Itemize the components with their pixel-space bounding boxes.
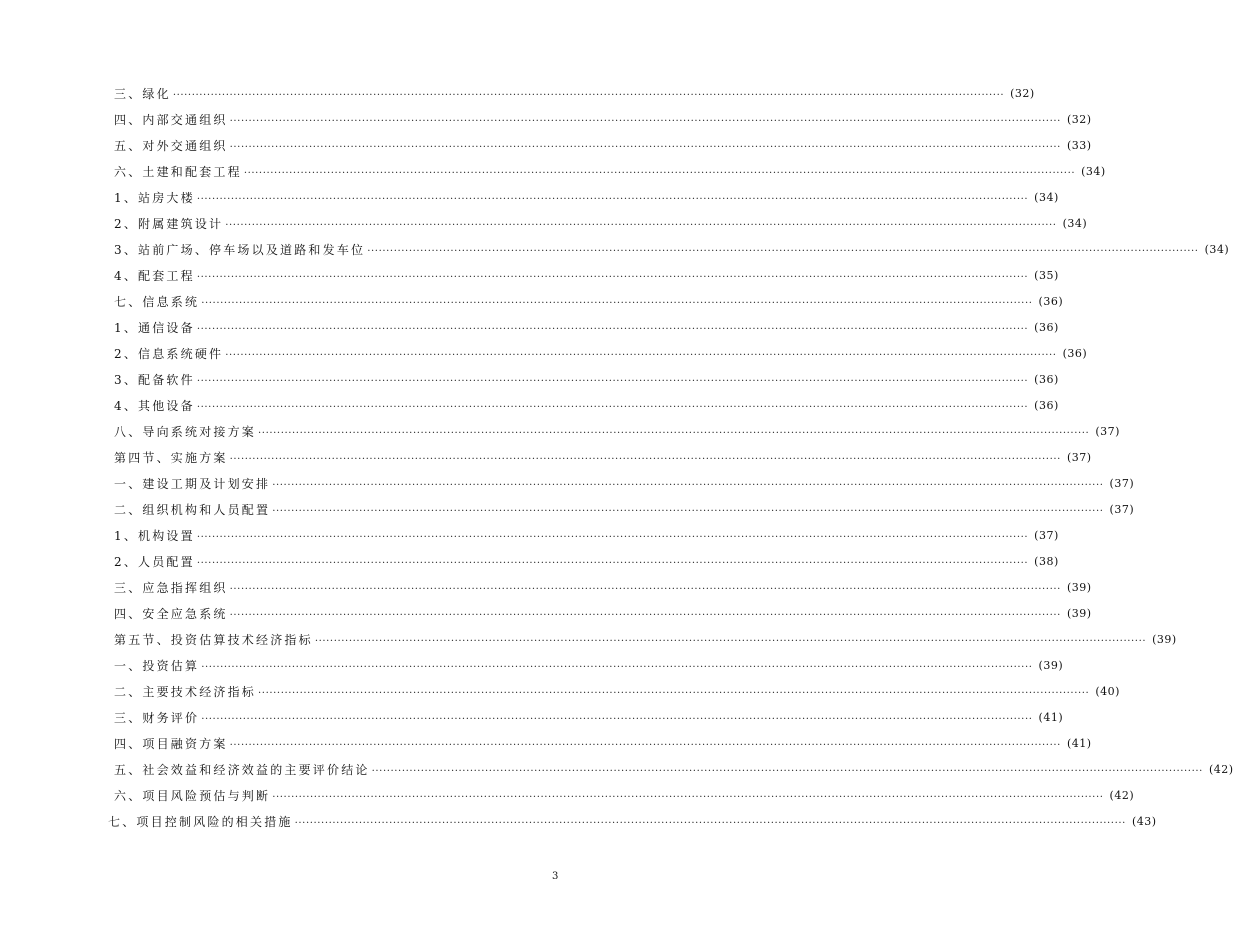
toc-entry-page: (38): [1034, 554, 1059, 568]
toc-entry-page: (34): [1204, 242, 1230, 256]
toc-leader-dots: ............................................................................................................................................................................................................................: [229, 581, 1061, 592]
toc-entry-label: 1、通信设备: [114, 320, 195, 335]
toc-entry-label: 2、信息系统硬件: [114, 346, 224, 361]
toc-entry-page: (34): [1081, 164, 1106, 178]
toc-entry-label: 五、社会效益和经济效益的主要评价结论: [114, 762, 370, 777]
toc-leader-dots: ............................................................................................................................................................................................................................: [229, 139, 1061, 150]
toc-entry-page: (42): [1109, 788, 1135, 802]
toc-entry-page: (39): [1152, 632, 1177, 646]
toc-entry[interactable]: [108, 811, 1157, 831]
toc-entry-page: (36): [1034, 398, 1059, 412]
toc-leader-dots: ............................................................................................................................................................................................................................: [367, 243, 1199, 254]
toc-entry[interactable]: [114, 707, 1064, 727]
toc-leader-dots: ............................................................................................................................................................................................................................: [258, 425, 1090, 436]
toc-leader-dots: ............................................................................................................................................................................................................................: [314, 633, 1147, 644]
toc-entry-page: (34): [1062, 216, 1088, 230]
toc-entry[interactable]: [114, 733, 1092, 753]
toc-leader-dots: ............................................................................................................................................................................................................................: [229, 113, 1061, 124]
toc-leader-dots: ............................................................................................................................................................................................................................: [243, 165, 1076, 176]
toc-entry-label: 六、土建和配套工程: [114, 164, 242, 179]
toc-entry[interactable]: [114, 239, 1230, 259]
toc-entry-page: (37): [1095, 424, 1120, 438]
toc-leader-dots: ............................................................................................................................................................................................................................: [196, 529, 1029, 540]
toc-entry-label: 2、附属建筑设计: [114, 216, 224, 231]
toc-entry-label: 四、安全应急系统: [114, 606, 228, 621]
toc-entry-label: 一、投资估算: [114, 658, 200, 673]
toc-entry-label: 2、人员配置: [114, 554, 195, 569]
toc-entry[interactable]: [114, 343, 1088, 363]
toc-leader-dots: ............................................................................................................................................................................................................................: [294, 815, 1126, 826]
toc-entry-page: (39): [1038, 658, 1064, 672]
toc-entry-label: 二、主要技术经济指标: [114, 684, 257, 699]
toc-entry[interactable]: [114, 655, 1064, 675]
toc-entry-label: 3、站前广场、停车场以及道路和发车位: [114, 242, 366, 257]
toc-entry-label: 七、信息系统: [114, 294, 200, 309]
toc-entry[interactable]: [114, 161, 1106, 181]
toc-entry-label: 第四节、实施方案: [114, 450, 228, 465]
toc-entry-page: (36): [1038, 294, 1064, 308]
toc-entry-page: (32): [1010, 86, 1035, 100]
toc-entry[interactable]: [114, 473, 1135, 493]
toc-entry-page: (37): [1034, 528, 1059, 542]
toc-entry-label: 三、绿化: [114, 86, 171, 101]
toc-entry-page: (39): [1066, 606, 1092, 620]
toc-entry-label: 四、内部交通组织: [114, 112, 228, 127]
toc-leader-dots: ............................................................................................................................................................................................................................: [229, 451, 1061, 462]
toc-entry-page: (37): [1109, 502, 1135, 516]
toc-entry-page: (36): [1062, 346, 1088, 360]
toc-entry-label: 4、其他设备: [114, 398, 195, 413]
toc-entry-page: (36): [1034, 320, 1059, 334]
toc-leader-dots: ............................................................................................................................................................................................................................: [201, 295, 1033, 306]
toc-entry-label: 五、对外交通组织: [114, 138, 228, 153]
toc-entry[interactable]: [114, 447, 1092, 467]
toc-entry-label: 一、建设工期及计划安排: [114, 476, 271, 491]
toc-entry[interactable]: [114, 603, 1092, 623]
toc-leader-dots: ............................................................................................................................................................................................................................: [371, 763, 1203, 774]
toc-entry-label: 4、配套工程: [114, 268, 195, 283]
toc-entry-label: 三、应急指挥组织: [114, 580, 228, 595]
toc-entry-page: (39): [1066, 580, 1092, 594]
toc-entry-page: (36): [1034, 372, 1059, 386]
toc-entry-page: (35): [1034, 268, 1059, 282]
toc-leader-dots: ............................................................................................................................................................................................................................: [201, 659, 1033, 670]
toc-entry[interactable]: [114, 525, 1059, 545]
toc-entry-page: (34): [1034, 190, 1059, 204]
toc-leader-dots: ............................................................................................................................................................................................................................: [196, 191, 1029, 202]
toc-entry-page: (41): [1066, 736, 1092, 750]
toc-leader-dots: ............................................................................................................................................................................................................................: [258, 685, 1090, 696]
toc-entry-label: 三、财务评价: [114, 710, 200, 725]
toc-entry-label: 二、组织机构和人员配置: [114, 502, 271, 517]
page-number: 3: [552, 871, 559, 882]
toc-entry-page: (33): [1066, 138, 1092, 152]
toc-leader-dots: ............................................................................................................................................................................................................................: [272, 789, 1104, 800]
toc-entry-label: 1、站房大楼: [114, 190, 195, 205]
toc-leader-dots: ............................................................................................................................................................................................................................: [196, 321, 1029, 332]
toc-leader-dots: ............................................................................................................................................................................................................................: [201, 711, 1033, 722]
toc-entry[interactable]: [114, 629, 1177, 649]
toc-entry[interactable]: [114, 265, 1059, 285]
toc-entry[interactable]: [114, 421, 1120, 441]
toc-entry-page: (42): [1208, 762, 1234, 776]
toc-entry[interactable]: [114, 369, 1059, 389]
toc-entry-page: (37): [1066, 450, 1092, 464]
toc-leader-dots: ............................................................................................................................................................................................................................: [225, 217, 1057, 228]
toc-leader-dots: ............................................................................................................................................................................................................................: [196, 269, 1029, 280]
toc-entry-page: (40): [1095, 684, 1120, 698]
toc-entry[interactable]: [114, 499, 1135, 519]
toc-entry[interactable]: [114, 577, 1092, 597]
toc-leader-dots: ............................................................................................................................................................................................................................: [196, 373, 1029, 384]
toc-entry-label: 八、导向系统对接方案: [114, 424, 257, 439]
toc-entry[interactable]: [114, 551, 1059, 571]
toc-entry[interactable]: [114, 135, 1092, 155]
toc-entry[interactable]: [114, 83, 1035, 103]
toc-entry-page: (37): [1109, 476, 1135, 490]
toc-entry-label: 六、项目风险预估与判断: [114, 788, 271, 803]
toc-entry[interactable]: [114, 187, 1059, 207]
toc-entry[interactable]: [114, 395, 1059, 415]
toc-entry[interactable]: [114, 317, 1059, 337]
toc-entry[interactable]: [114, 213, 1088, 233]
toc-leader-dots: ............................................................................................................................................................................................................................: [229, 737, 1061, 748]
toc-leader-dots: ............................................................................................................................................................................................................................: [272, 477, 1104, 488]
toc-leader-dots: ............................................................................................................................................................................................................................: [272, 503, 1104, 514]
toc-entry-page: (41): [1038, 710, 1064, 724]
toc-entry[interactable]: [114, 681, 1120, 701]
toc-entry-label: 七、项目控制风险的相关措施: [108, 814, 293, 829]
toc-entry-label: 3、配备软件: [114, 372, 195, 387]
toc-leader-dots: ............................................................................................................................................................................................................................: [196, 399, 1029, 410]
toc-entry-page: (32): [1066, 112, 1092, 126]
toc-entry-label: 第五节、投资估算技术经济指标: [114, 632, 313, 647]
toc-entry[interactable]: [114, 759, 1234, 779]
toc-leader-dots: ............................................................................................................................................................................................................................: [196, 555, 1029, 566]
toc-leader-dots: ............................................................................................................................................................................................................................: [172, 87, 1005, 98]
toc-entry-page: (43): [1131, 814, 1157, 828]
toc-leader-dots: ............................................................................................................................................................................................................................: [225, 347, 1057, 358]
toc-entry[interactable]: [114, 109, 1092, 129]
toc-entry[interactable]: [114, 785, 1135, 805]
toc-entry-label: 四、项目融资方案: [114, 736, 228, 751]
toc-leader-dots: ............................................................................................................................................................................................................................: [229, 607, 1061, 618]
toc-entry[interactable]: [114, 291, 1064, 311]
toc-entry-label: 1、机构设置: [114, 528, 195, 543]
